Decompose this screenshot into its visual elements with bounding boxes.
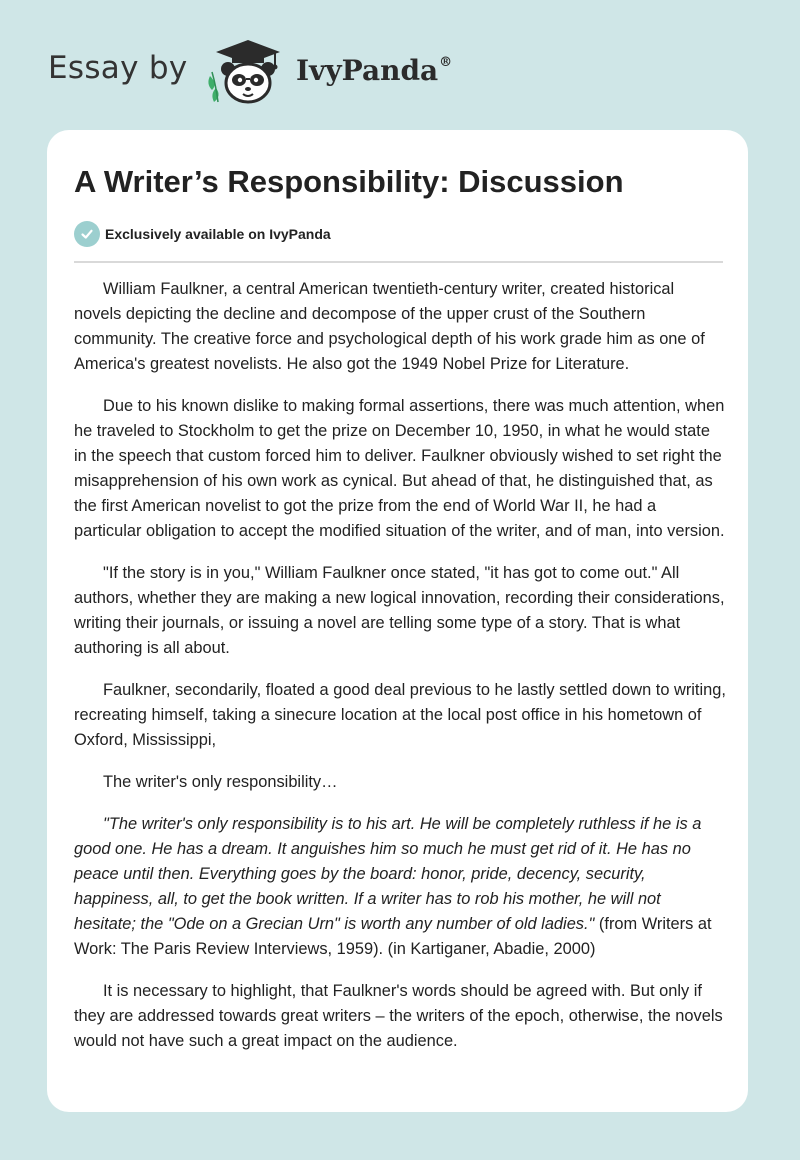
essay-body [74, 277, 726, 1054]
body-paragraph: Due to his known dislike to making formal assertions, there was much attention, when he traveled to Stockholm to get the prize on December 10, 1950, in what he would state in the speech that custom forced him to deliver. Faulkner obviously wished to set right the misapprehension of his own work as cynical. But ahead of that, he distinguished that, as the first American novelist to got the prize from the end of World War II, he had a particular obligation to accept the modified situation of the writer, and of man, into version. [74, 397, 725, 540]
essay-by-label: Essay by [48, 50, 188, 86]
quote-citation: (from Writers at Work: The Paris Review Interviews, 1959). (in Kartiganer, Abadie, 2000) [74, 915, 712, 958]
panda-mascot-icon [202, 36, 292, 108]
body-paragraph: It is necessary to highlight, that Faulkner's words should be agreed with. But only if they are addressed towards great writers – the writers of the epoch, otherwise, the novels would not have such a great impact on the audience. [74, 982, 723, 1050]
brand-name-text: IvyPanda [296, 54, 439, 87]
ivypanda-logo[interactable] [202, 36, 292, 108]
body-paragraph: "If the story is in you," William Faulkner once stated, "it has got to come out." All authors, whether they are making a new logical innovation, recording their considerations, writing their journals, or issuing a novel are telling some type of a story. That is what authoring is all about. [74, 564, 725, 657]
title-divider [74, 261, 723, 263]
site-header [46, 36, 546, 108]
registered-mark: ® [439, 54, 453, 70]
body-paragraph: Faulkner, secondarily, floated a good deal previous to he lastly settled down to writing, recreating himself, taking a sinecure location at the local post office in his hometown of Oxford, Mississippi, [74, 681, 726, 749]
exclusive-badge [74, 221, 331, 247]
brand-name[interactable] [296, 54, 452, 87]
body-paragraph: The writer's only responsibility… [103, 773, 338, 791]
exclusive-badge-text: Exclusively available on IvyPanda [105, 226, 331, 242]
check-circle-icon [74, 221, 100, 247]
quote-paragraph [74, 812, 726, 962]
faulkner-quote: "The writer's only responsibility is to his art. He will be completely ruthless if he is a good one. He has a dream. It anguishes him so much he must get rid of it. He has no peace until then. Everything goes by the board: honor, pride, decency, security, happiness, all, to get the book written. If a writer has to rob his mother, he will not hesitate; the "Ode on a Grecian Urn" is worth any number of old ladies." [74, 815, 702, 933]
essay-card [47, 130, 748, 1112]
body-paragraph: William Faulkner, a central American twentieth-century writer, created historical novels depicting the decline and decompose of the upper crust of the Southern community. The creative force and psychological depth of his work grade him as one of America's greatest novelists. He also got the 1949 Nobel Prize for Literature. [74, 280, 705, 373]
page-title: A Writer’s Responsibility: Discussion [74, 164, 624, 199]
